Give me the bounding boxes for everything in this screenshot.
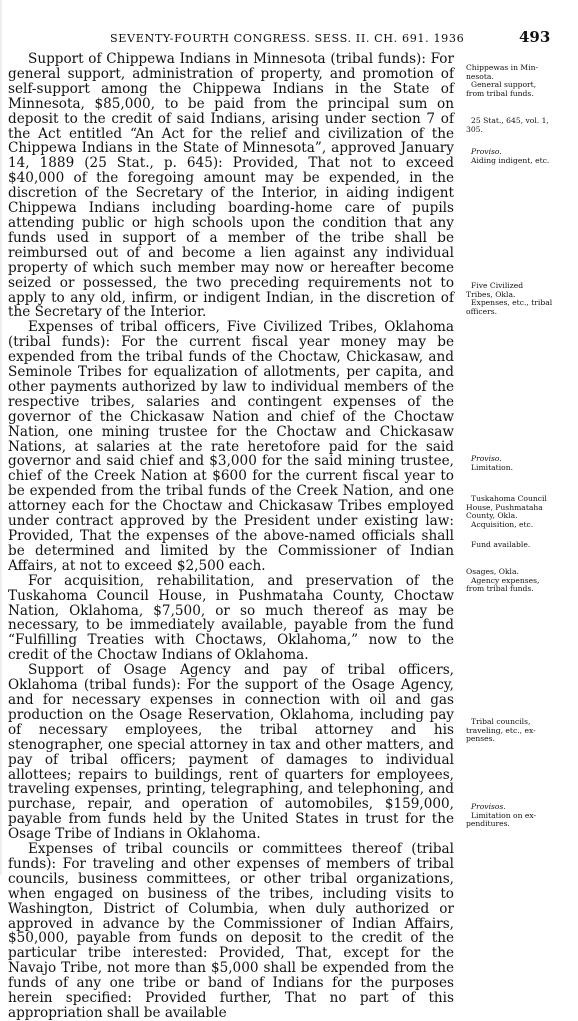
paragraph-osage-agency: Support of Osage Agency and pay of tribal officers, Oklahoma (tribal funds): For the support of the Osage Agency, and for necessary expenses in connection with oil and gas production on the Osage Reservation, Oklahoma, including pay of necessary employees, the tribal attorney and his stenographer, one special attorney in tax and other matters, and pay of tribal officers; payment of damages to individual allottees; repairs to buildings, rent of quarters for employees, traveling expenses, printing, telegraphing, and telephoning, and purchase, repair, and operation of automobiles, $159,000, payable from funds held by the United States in trust for the Osage Tribe of Indians in Oklahoma. <box>8 662 454 843</box>
paragraph-tuskahoma-council-house: For acquisition, rehabilitation, and preservation of the Tuskahoma Council House, in Pushmataha County, Choctaw Nation, Oklahoma, $7,500, or so much thereof as may be necessary, to be immediately available, payable from the fund “Fulfilling Treaties with Choctaws, Oklahoma,” now to the credit of the Choctaw Indians of Oklahoma. <box>8 572 454 664</box>
margin-note-line: 25 Stat., 645, vol. 1, <box>471 116 549 125</box>
paragraph-tribal-councils: Expenses of tribal councils or committees thereof (tribal funds): For traveling and other expenses of members of tribal councils, business committees, or other tribal organizations, when engaged on business of the tribes, including visits to Washington, District of Columbia, when duly authorized or approved in advance by the Commissioner of Indian Affairs, $50,000, payable from funds on deposit to the credit of the particular tribe interested: Provided, That, except for the Navajo Tribe, not more than $5,000 shall be expended from the funds of any one tribe or band of Indians for the purposes herein specified: Provided further, That no part of this appropriation shall be available <box>8 841 454 1021</box>
margin-note-tribal-councils <box>466 718 572 744</box>
margin-note-line: from tribal funds. <box>466 88 534 98</box>
margin-note-line: House, Pushmataha <box>466 502 543 512</box>
margin-note-line: Tribal councils, <box>471 717 531 726</box>
margin-note-line: Chippewas in Min- <box>466 63 539 72</box>
margin-note-proviso-limitation <box>466 455 572 472</box>
margin-note-line: Tuskahoma Council <box>471 494 547 503</box>
margin-note-line: Acquisition, etc. <box>471 519 534 529</box>
page-number: 493 <box>519 28 551 46</box>
margin-note-stat-citation <box>466 117 572 134</box>
margin-note-line: nesota. <box>466 71 494 81</box>
margin-note-line: General support, <box>471 80 537 89</box>
margin-note-line: Fund available. <box>471 540 531 549</box>
margin-note-line: penses. <box>466 734 495 743</box>
margin-note-line: Agency expenses, <box>471 575 540 585</box>
margin-note-line: Proviso. <box>471 454 502 463</box>
margin-note-line: Five Civilized <box>471 281 524 290</box>
paragraph-five-civilized-tribes: Expenses of tribal officers, Five Civilized Tribes, Oklahoma (tribal funds): For the current fiscal year money may be expended from the tribal funds of the Choctaw, Chickasaw, and Seminole Tribes for equalization of allotments, per capita, and other payments authorized by law to individual members of the respective tribes, salaries and contingent expenses of the governor of the Chickasaw Nation and chief of the Choctaw Nation, one mining trustee for the Choctaw and Chickasaw Nations, at salaries at the rate heretofore paid for the said governor and said chief and $3,000 for the said mining trustee, chief of the Creek Nation at $600 for the current fiscal year to be expended from the tribal funds of the Creek Nation, and one attorney each for the Choctaw and Chickasaw Tribes employed under contract approved by the President under existing law: Provided, That the expenses of the above-named officials shall be determined and limited by the Commissioner of Indian Affairs, at not to exceed $2,500 each. <box>8 319 454 574</box>
margin-note-provisos-limitation <box>466 803 572 829</box>
page-edge-shadow <box>0 0 3 875</box>
margin-note-chippewas <box>466 64 572 98</box>
margin-note-line: officers. <box>466 306 498 316</box>
margin-note-line: Aiding indigent, etc. <box>471 155 550 165</box>
margin-note-tuskahoma <box>466 495 572 529</box>
body-text <box>8 52 454 1021</box>
paragraph-chippewa-support: Support of Chippewa Indians in Minnesota (tribal funds): For general support, administration of property, and promotion of self-support among the Chippewa Indians in the State of Minnesota, $85,000, to be paid from the principal sum on deposit to the credit of said Indians, arising under section 7 of the Act entitled “An Act for the relief and civilization of the Chippewa Indians in the State of Minnesota”, approved January 14, 1889 (25 Stat., p. 645): Provided, That not to exceed $40,000 of the foregoing amount may be expended, in the discretion of the Secretary of the Interior, in aiding indigent Chippewa Indians including boarding-home care of pupils attending public or high schools upon the condition that any funds used in support of a member of the tribe shall be reimbursed out of and become a lien against any individual property of which such member may now or hereafter become seized or possessed, the two preceding requirements not to apply to any old, infirm, or indigent Indian, in the discretion of the Secretary of the Interior. <box>8 51 454 321</box>
margin-note-line: Provisos. <box>471 802 506 811</box>
margin-note-line: 305. <box>466 124 483 134</box>
margin-note-fund-available <box>466 541 572 550</box>
page-header <box>0 30 578 52</box>
margin-note-line: Proviso. <box>471 147 502 156</box>
margin-note-line: County, Okla. <box>466 511 518 520</box>
margin-note-line: Expenses, etc., tribal <box>471 298 553 307</box>
margin-note-line: Tribes, Okla. <box>466 289 516 299</box>
margin-note-line: traveling, etc., ex- <box>466 725 536 735</box>
margin-note-osages <box>466 568 572 594</box>
running-head: SEVENTY-FOURTH CONGRESS. SESS. II. CH. 691. 1936 <box>110 32 465 45</box>
margin-note-line: from tribal funds. <box>466 584 534 593</box>
margin-note-five-civilized-tribes <box>466 282 572 316</box>
margin-note-line: Osages, Okla. <box>466 567 519 576</box>
margin-note-line: penditures. <box>466 819 510 828</box>
margin-note-line: Limitation. <box>471 462 514 472</box>
margin-note-line: Limitation on ex- <box>471 810 537 820</box>
margin-note-proviso-indigent <box>466 148 572 165</box>
